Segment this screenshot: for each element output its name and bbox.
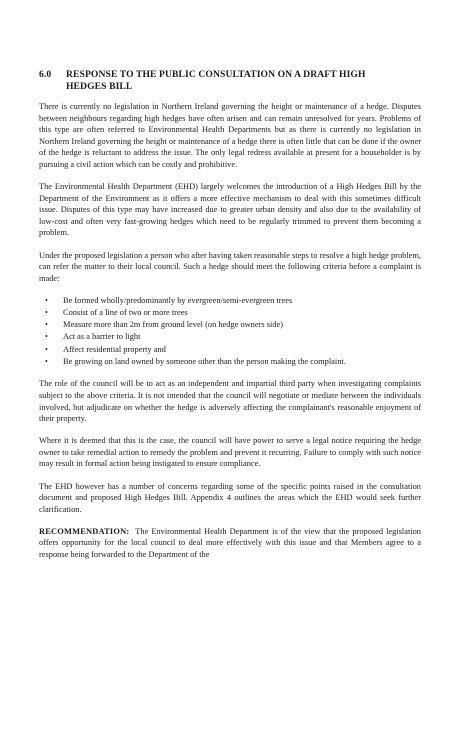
paragraph-proposed-legislation: Under the proposed legislation a person who after having taken reasonable steps to resolve a high hedge problem, can refer the matter to their local council. Such a hedge should meet the following criteria before a complaint is made: (39, 250, 421, 283)
bullet-icon: • (45, 356, 48, 366)
criteria-text: Affect residential property and (63, 344, 166, 354)
bullet-icon: • (45, 320, 48, 330)
criteria-list (39, 295, 421, 368)
list-item (39, 307, 421, 319)
recommendation-label: RECOMMENDATION: (39, 526, 130, 536)
section-heading (39, 69, 419, 93)
paragraph-legal-notice: Where it is deemed that this is the case, the council will have power to serve a legal notice requiring the hedge owner to take remedial action to remedy the problem and prevent it recurring. Failure to comply with such notice may result in formal action being instigated to ensure compliance. (39, 436, 421, 469)
criteria-text: Act as a barrier to light (63, 332, 141, 342)
criteria-text: Be growing on land owned by someone other than the person making the complaint. (63, 356, 346, 366)
section-title-line2: HEDGES BILL (66, 81, 133, 92)
list-item (39, 356, 421, 368)
paragraph-council-role: The role of the council will be to act as an independent and impartial third party when investigating complaints subject to the above criteria. It is not intended that the council will negotiate or mediate between the individuals involved, but adjudicate on whether the hedge is adversely affecting the complainant's reasonable enjoyment of their property. (39, 379, 421, 424)
section-body (39, 101, 421, 571)
bullet-icon: • (45, 308, 48, 317)
criteria-text: Consist of a line of two or more trees (63, 308, 188, 317)
paragraph-ehd-concerns: The EHD however has a number of concerns regarding some of the specific points raised in the consultation document and proposed High Hedges Bill. Appendix 4 outlines the areas which the EHD would seek further clarification. (39, 481, 421, 514)
bullet-icon: • (45, 295, 48, 305)
criteria-text: Measure more than 2m from ground level (on hedge owners side) (63, 320, 284, 330)
bullet-icon: • (45, 332, 48, 342)
list-item (39, 319, 421, 331)
section-title-line1: RESPONSE TO THE PUBLIC CONSULTATION ON A DRAFT HIGH (66, 69, 366, 80)
section-number: 6.0 (39, 69, 52, 80)
list-item (39, 295, 421, 307)
bullet-icon: • (45, 344, 48, 354)
paragraph-recommendation (39, 526, 421, 561)
list-item (39, 331, 421, 343)
paragraph-ehd-welcome: The Environmental Health Department (EHD) largely welcomes the introduction of a High Hedges Bill by the Department of the Environment as it offers a more effective mechanism to deal with this sometimes difficult issue. Disputes of this type may have increased due to greater urban density and also due to the availability of low-cost and often very fast-growing hedges which need to be regularly trimmed to prevent them becoming a problem. (39, 182, 421, 238)
list-item (39, 344, 421, 356)
criteria-text: Be formed wholly/predominantly by evergreen/semi-evergreen trees (63, 295, 293, 305)
recommendation-text: The Environmental Health Department is of the view that the proposed legislation offers opportunity for the local council to deal more effectively with this issue and that Members agree to a response being forwarded to the Department of the (39, 526, 421, 559)
paragraph-intro: There is currently no legislation in Northern Ireland governing the height or maintenance of a hedge. Disputes between neighbours regarding high hedges have often arisen and can remain unresolved for years. Problems of this type are often referred to Environmental Health Departments but as there is currently no legislation in Northern Ireland governing the height or maintenance of a hedge there is often little that can be done if the owner of the hedge is reluctant to address the issue. The only legal redress available at present for a householder is by pursuing a civil action which can be costly and prohibitive. (39, 102, 421, 169)
